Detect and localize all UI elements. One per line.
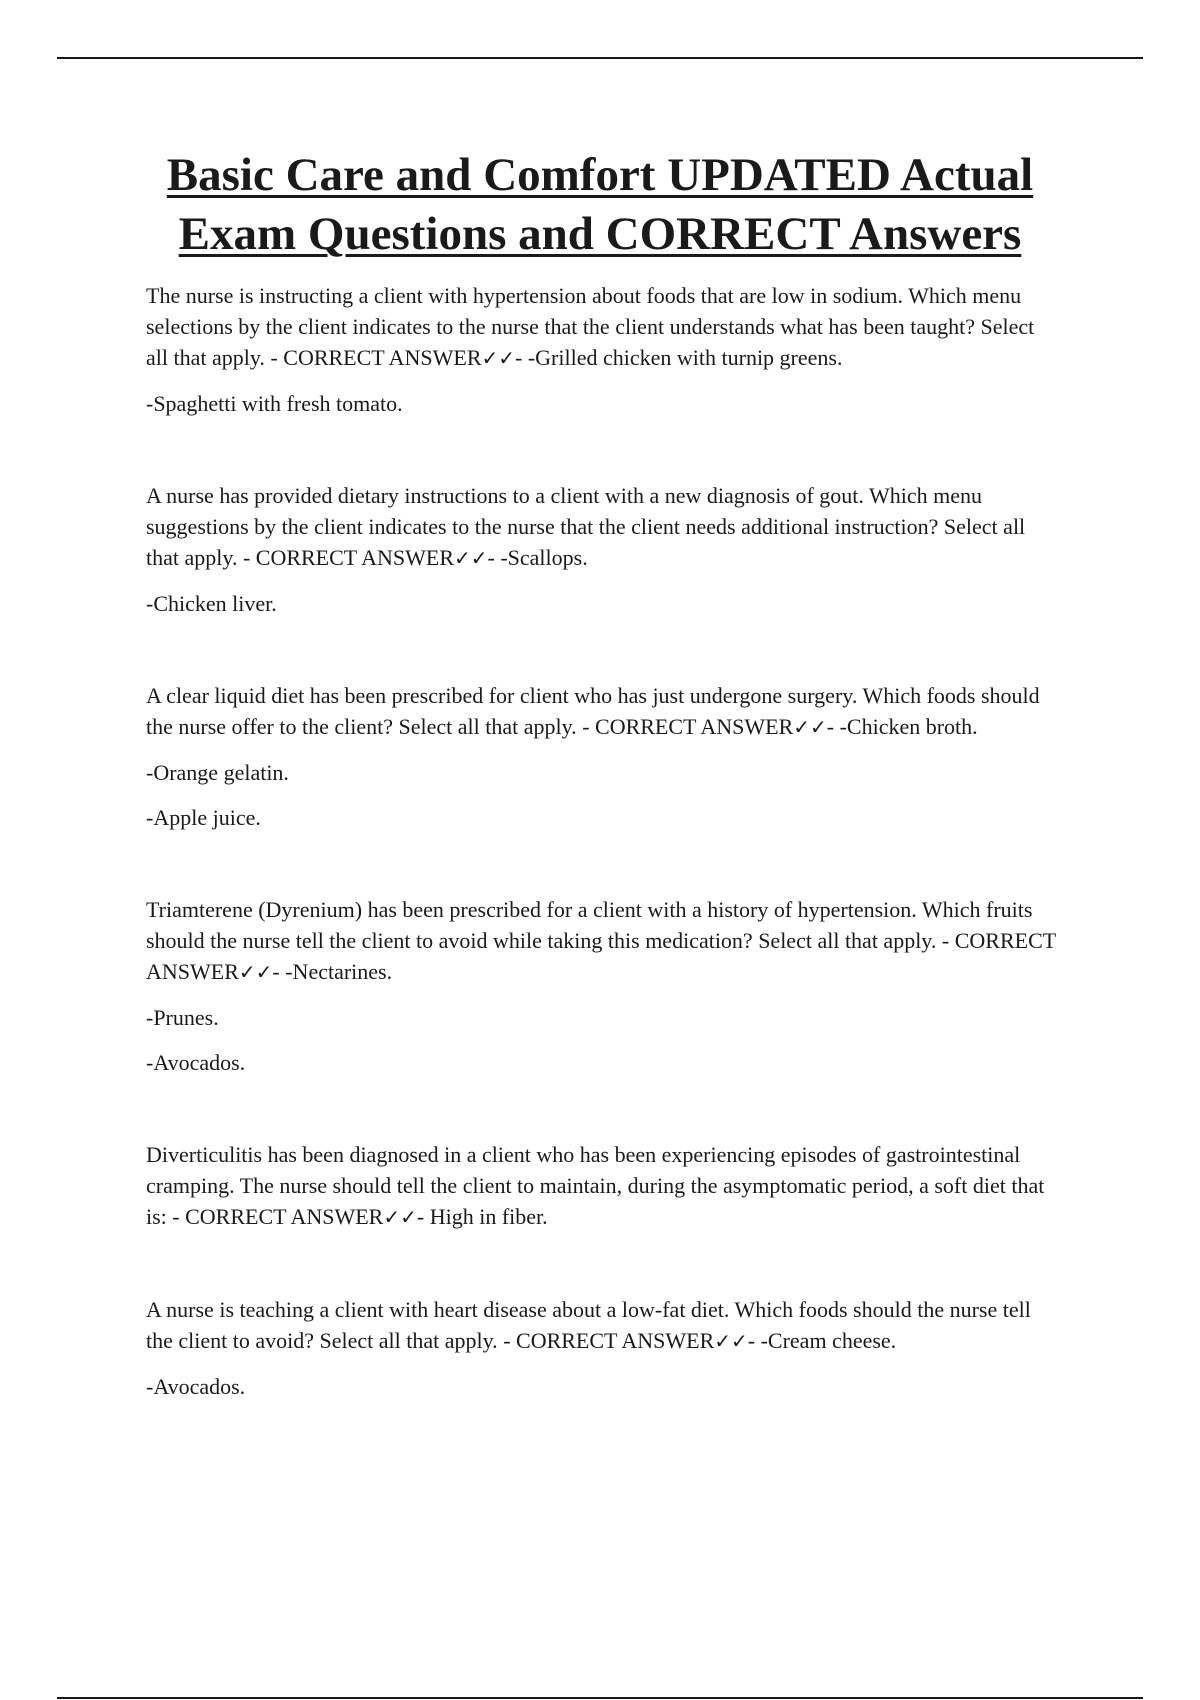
title-line-1: Basic Care and Comfort UPDATED Actual <box>166 149 1034 201</box>
answer-line: -Orange gelatin. <box>146 760 289 785</box>
check-icon: ✓✓ <box>454 546 488 570</box>
check-icon: ✓✓ <box>793 715 827 739</box>
answer-text: - -Scallops. <box>487 545 588 570</box>
qa-item <box>146 680 1058 833</box>
qa-item <box>146 1294 1058 1402</box>
question-paragraph <box>146 1139 1058 1233</box>
qa-item <box>146 480 1058 619</box>
qa-item <box>146 1139 1058 1233</box>
question-paragraph <box>146 480 1058 574</box>
question-text: Diverticulitis has been diagnosed in a client who has been experiencing episodes of gastrointestinal cramping. The nurse should tell the client to maintain, during the asymptomatic period, a soft diet that is: <box>146 1142 1045 1229</box>
qa-item <box>146 894 1058 1078</box>
answer-line: -Avocados. <box>146 1050 246 1075</box>
answer-line: -Spaghetti with fresh tomato. <box>146 391 403 416</box>
correct-answer-marker: - CORRECT ANSWER <box>146 928 1056 984</box>
footer-rule <box>57 1697 1143 1699</box>
question-text: A nurse has provided dietary instructions to a client with a new diagnosis of gout. Which menu suggestions by the client indicates to the nurse that the client needs additional instruction? Select all that apply. <box>146 483 1026 570</box>
check-icon: ✓✓ <box>481 346 516 370</box>
answer-text: - -Grilled chicken with turnip greens. <box>515 345 843 370</box>
question-paragraph <box>146 280 1058 374</box>
answer-line: -Prunes. <box>146 1005 219 1030</box>
question-paragraph <box>146 894 1058 988</box>
question-text: A clear liquid diet has been prescribed for client who has just undergone surgery. Which foods should the nurse offer to the client? Select all that apply. <box>146 683 1040 739</box>
correct-answer-marker: - CORRECT ANSWER <box>270 345 482 370</box>
correct-answer-marker: - CORRECT ANSWER <box>503 1328 715 1353</box>
question-text: A nurse is teaching a client with heart disease about a low-fat diet. Which foods should the nurse tell the client to avoid? Select all that apply. <box>146 1297 1031 1353</box>
question-paragraph <box>146 680 1058 743</box>
title-line-2: Exam Questions and CORRECT Answers <box>178 208 1022 260</box>
qa-list <box>146 280 1058 1463</box>
answer-line: -Avocados. <box>146 1374 246 1399</box>
question-paragraph <box>146 1294 1058 1357</box>
correct-answer-marker: - CORRECT ANSWER <box>582 714 794 739</box>
answer-text: - -Cream cheese. <box>747 1328 897 1353</box>
qa-item <box>146 280 1058 419</box>
question-text: The nurse is instructing a client with hypertension about foods that are low in sodium. Which menu selections by the client indicates to the nurse that the client understands what has been taught? Select all that apply. <box>146 283 1035 370</box>
question-text: Triamterene (Dyrenium) has been prescribed for a client with a history of hypertension. Which fruits should the nurse tell the client to avoid while taking this medication? Select all that apply. <box>146 897 1033 953</box>
answer-line: -Chicken liver. <box>146 591 277 616</box>
answer-text: - -Nectarines. <box>272 959 393 984</box>
check-icon: ✓✓ <box>238 960 273 984</box>
answer-text: - -Chicken broth. <box>826 714 978 739</box>
answer-text: - High in fiber. <box>416 1204 548 1229</box>
answer-line: -Apple juice. <box>146 805 261 830</box>
check-icon: ✓✓ <box>714 1329 748 1353</box>
document-title <box>120 146 1080 264</box>
header-rule <box>57 57 1143 59</box>
correct-answer-marker: - CORRECT ANSWER <box>242 545 454 570</box>
check-icon: ✓✓ <box>383 1205 417 1229</box>
correct-answer-marker: - CORRECT ANSWER <box>172 1204 384 1229</box>
